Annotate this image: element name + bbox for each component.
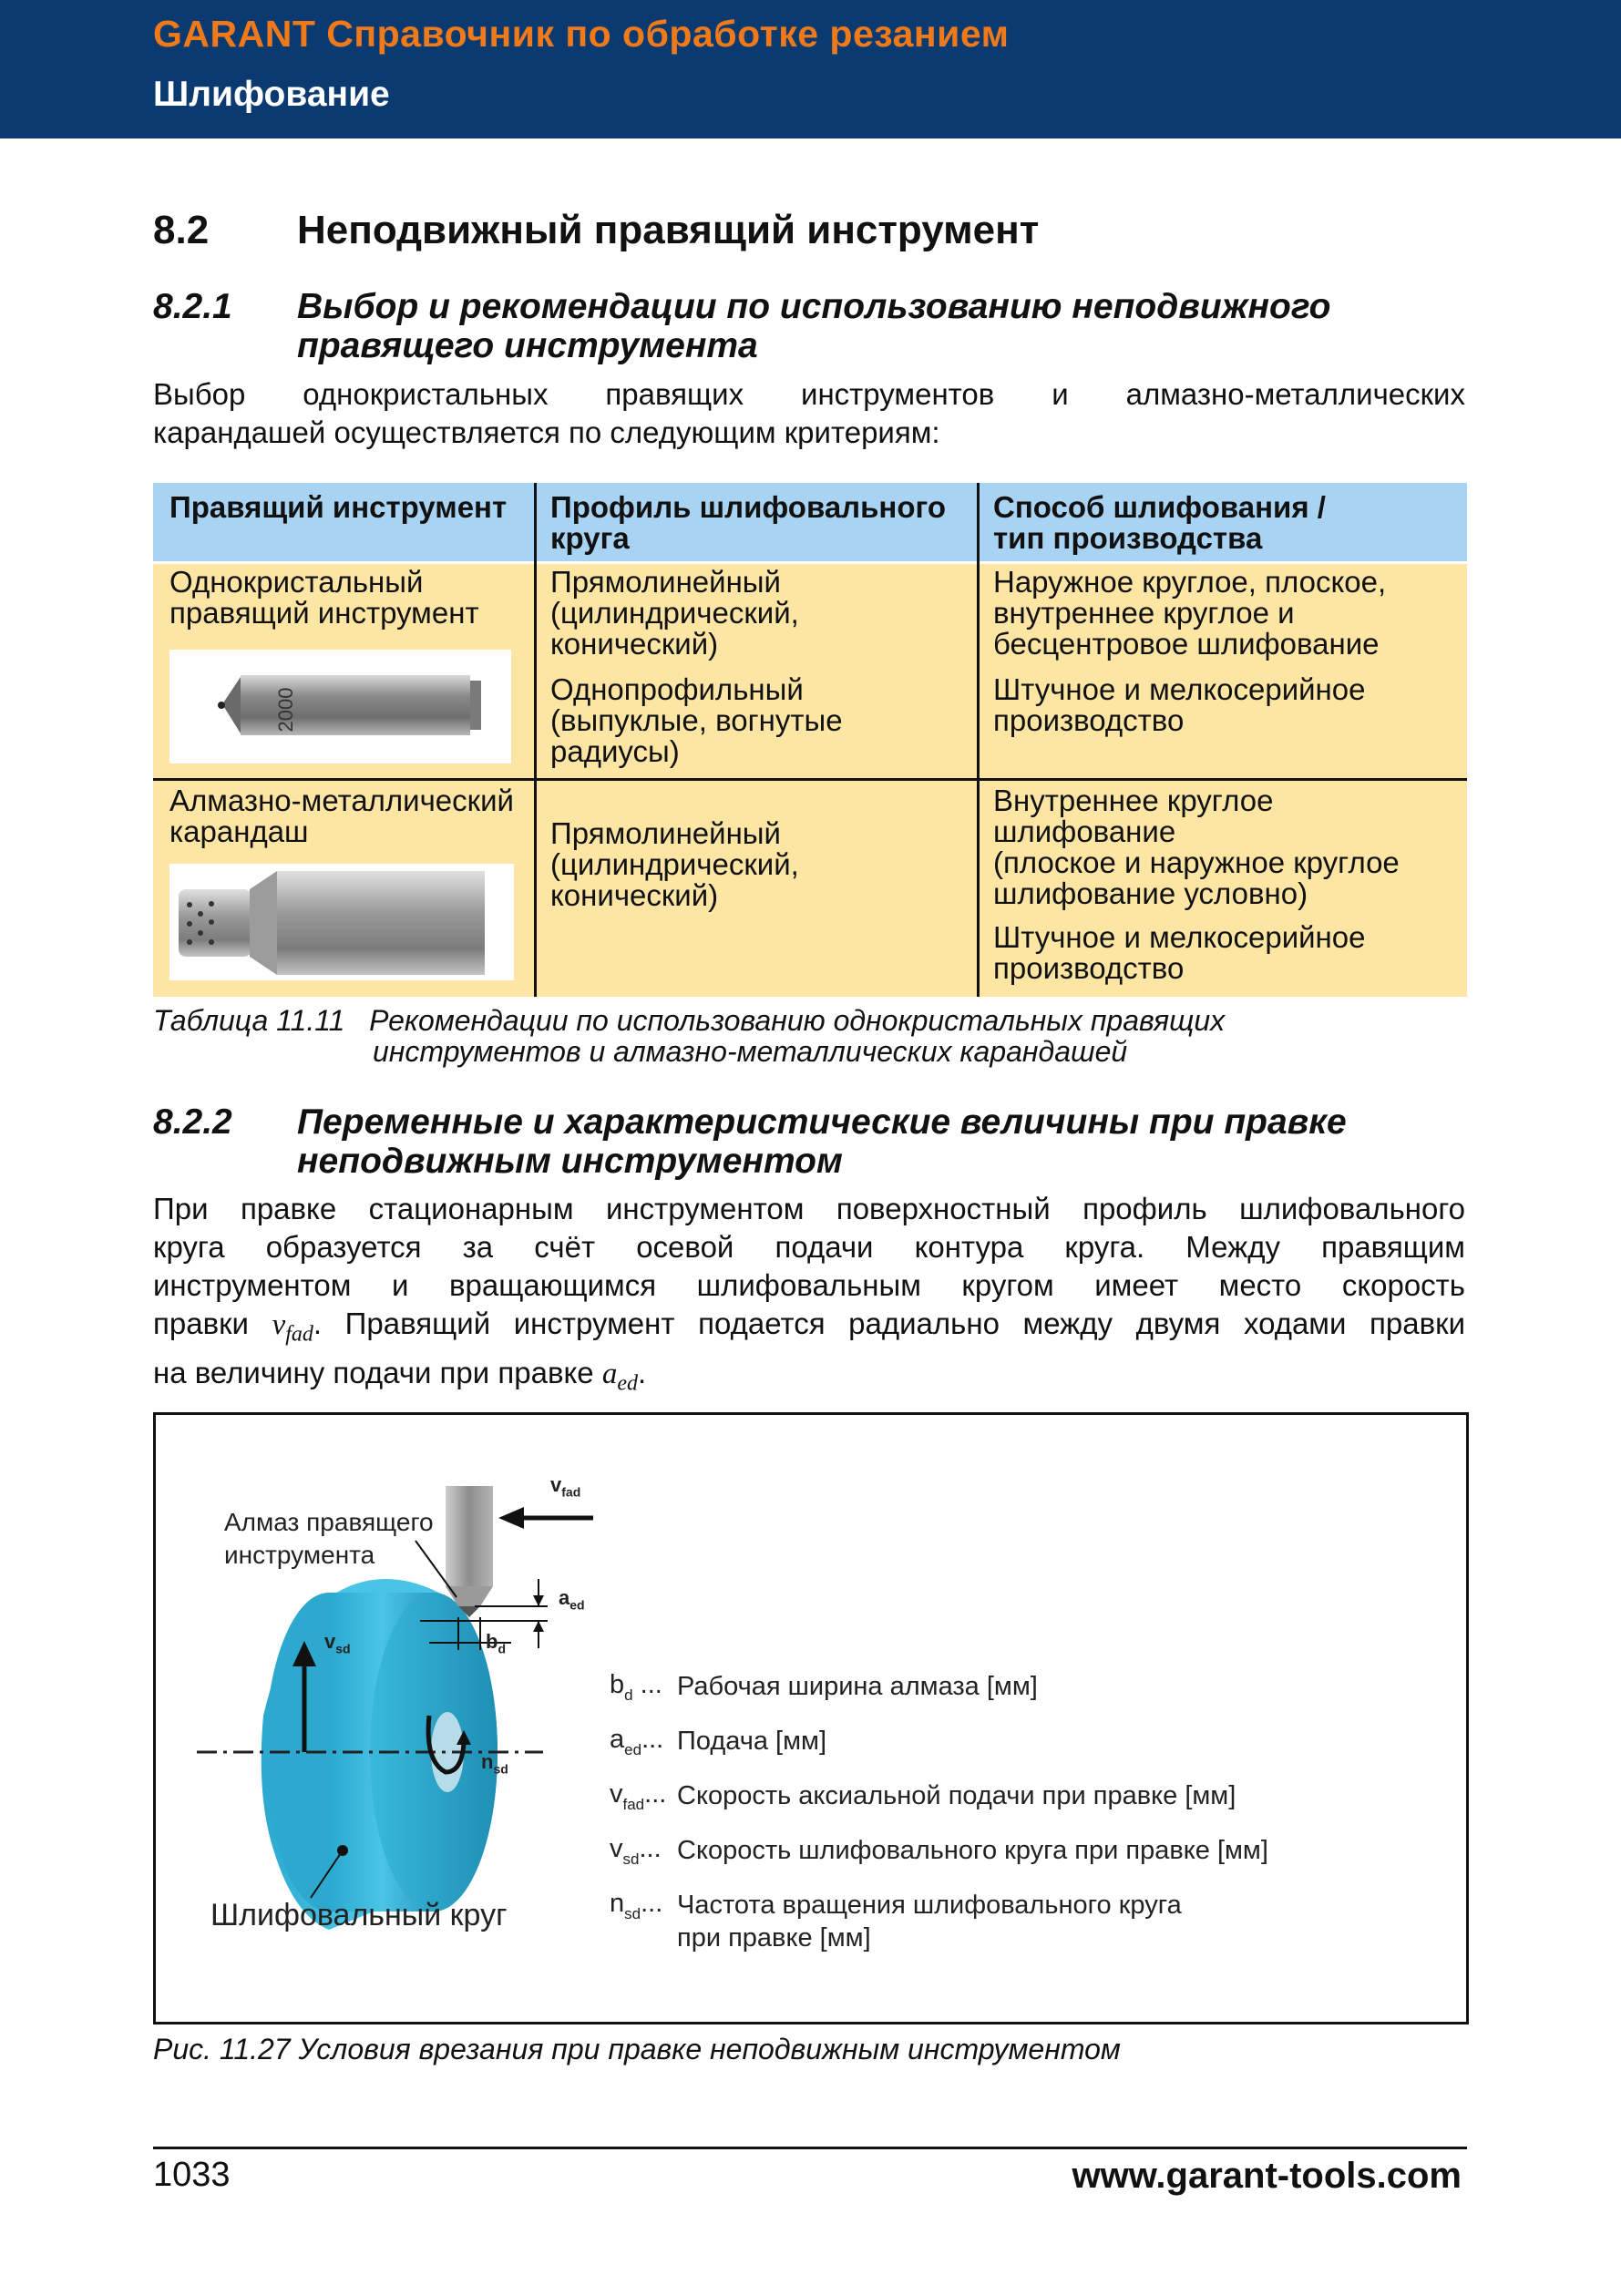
title-line: Переменные и характеристические величины при правке xyxy=(297,1102,1347,1142)
legend-symbol xyxy=(610,1779,682,1814)
legend-symbol xyxy=(610,1725,682,1759)
dressing-paragraph xyxy=(153,1190,1465,1402)
title-line: Выбор и рекомендации по использованию неподвижного xyxy=(297,287,1331,326)
page-number: 1033 xyxy=(153,2156,231,2194)
sym: n xyxy=(481,1750,494,1773)
diamond-pencil-icon xyxy=(169,864,514,980)
section-title: Неподвижный правящий инструмент xyxy=(297,208,1040,252)
vfad-arrowhead xyxy=(498,1507,524,1529)
para-line: Выбор однокристальных правящих инструментов и алмазно-металлических xyxy=(153,377,1465,411)
cell-line: Однокристальный xyxy=(169,565,424,599)
subsection-heading-1 xyxy=(153,287,1465,369)
diamond-pencil-photo xyxy=(169,864,514,980)
diamond-label xyxy=(224,1506,434,1572)
caption-label: Таблица 11.11 xyxy=(153,1004,345,1037)
sym-sub: fad xyxy=(561,1484,581,1500)
legend-text xyxy=(677,1889,1315,1954)
cell-line: правящий инструмент xyxy=(169,596,479,630)
var-subscript: fad xyxy=(285,1322,313,1347)
dots: ... xyxy=(632,1670,662,1699)
row1-method-a xyxy=(993,567,1386,660)
tool-shank xyxy=(446,1486,493,1586)
legend-text: Скорость шлифовального круга при правке [мм] xyxy=(677,1836,1268,1865)
book-title: GARANT Справочник по обработке резанием xyxy=(153,13,1010,55)
cell-line: Прямолинейный xyxy=(550,816,781,850)
cell-line: Штучное и мелкосерийное xyxy=(993,920,1366,954)
legend-symbol xyxy=(610,1670,682,1705)
var-symbol: a xyxy=(601,1357,618,1390)
row2-method-a xyxy=(993,785,1400,909)
sym: v xyxy=(324,1630,336,1653)
sym: b xyxy=(610,1670,625,1699)
row1-tool xyxy=(169,567,479,629)
divider xyxy=(534,483,537,997)
sym-sub: sd xyxy=(335,1641,351,1656)
cell-line: (цилиндрический, xyxy=(550,596,799,630)
wheel-label: Шлифовальный круг xyxy=(210,1898,508,1932)
cell-line: Штучное и мелкосерийное xyxy=(993,672,1366,706)
row1-profile-b xyxy=(550,674,843,767)
sym-sub: d xyxy=(498,1641,507,1656)
cell-line: Внутреннее круглое xyxy=(993,784,1274,817)
wheel-leader-dot xyxy=(337,1845,348,1856)
para-line xyxy=(153,1354,1465,1403)
aed-arrow2-icon xyxy=(533,1621,544,1632)
row2-method-b xyxy=(993,922,1366,984)
section-number: 8.2 xyxy=(153,208,210,252)
footer-divider xyxy=(153,2147,1467,2149)
cell-line: Однопрофильный xyxy=(550,672,804,706)
sym-sub: sd xyxy=(493,1761,508,1777)
cell-line: Алмазно-металлический xyxy=(169,784,514,817)
row2-profile xyxy=(550,818,799,911)
cell-line: (цилиндрический, xyxy=(550,847,799,881)
text-line: при правке [мм] xyxy=(677,1923,871,1953)
sym: a xyxy=(559,1586,570,1609)
row1-method-b xyxy=(993,674,1366,736)
tool-marking: 2000 xyxy=(274,687,297,733)
vsd-label xyxy=(324,1630,351,1655)
legend-text: Рабочая ширина алмаза [мм] xyxy=(677,1672,1038,1701)
website-link[interactable]: www.garant-tools.com xyxy=(1072,2156,1462,2196)
dots: ... xyxy=(639,1834,662,1863)
intro-paragraph xyxy=(153,375,1465,452)
para-line: карандашей осуществляется по следующим критериям: xyxy=(153,415,940,449)
dots: ... xyxy=(644,1779,667,1809)
legend-symbol xyxy=(610,1889,682,1923)
text-run: . xyxy=(637,1355,647,1389)
sym-sub: d xyxy=(624,1686,633,1704)
subsection-title xyxy=(297,1102,1609,1181)
subsection-number: 8.2.1 xyxy=(153,287,232,326)
dots: ... xyxy=(641,1725,664,1754)
sym-sub: ed xyxy=(569,1597,585,1613)
criteria-table xyxy=(153,483,1467,997)
text-run: . Правящий инструмент подается радиально между двумя ходами правки xyxy=(313,1307,1465,1340)
dots: ... xyxy=(641,1889,663,1918)
sym-sub: fad xyxy=(622,1796,645,1813)
cell-line: производство xyxy=(993,951,1185,985)
nsd-label xyxy=(481,1750,508,1776)
cell-line: (плоское и наружное круглое xyxy=(993,846,1400,879)
cell-line: радиусы) xyxy=(550,734,680,768)
section-heading xyxy=(153,208,1465,253)
para-line: круга образуется за счёт осевой подачи контура круга. Между правящим xyxy=(153,1230,1465,1264)
label-line: инструмента xyxy=(224,1541,375,1569)
diamond-dresser-icon xyxy=(169,650,511,764)
row1-profile-a xyxy=(550,567,799,660)
sym: b xyxy=(486,1630,498,1653)
sym: v xyxy=(610,1779,623,1809)
sym-sub: sd xyxy=(622,1850,640,1868)
text-run: на величину подачи при правке xyxy=(153,1355,602,1389)
text-line: Частота вращения шлифовального круга xyxy=(677,1891,1182,1920)
subsection-heading-2 xyxy=(153,1102,1465,1184)
legend-symbol xyxy=(610,1834,682,1869)
chapter-title: Шлифование xyxy=(153,75,390,114)
var-subscript: ed xyxy=(617,1371,638,1396)
sym-sub: sd xyxy=(624,1905,641,1922)
cell-line: производство xyxy=(993,703,1185,737)
divider xyxy=(153,561,1467,564)
header-tool: Правящий инструмент xyxy=(169,490,508,524)
cell-line: Наружное круглое, плоское, xyxy=(993,565,1387,599)
cell-line: карандаш xyxy=(169,815,309,848)
cell-line: Прямолинейный xyxy=(550,565,781,599)
caption-line: Рекомендации по использованию однокристальных правящих xyxy=(369,1004,1226,1037)
title-line: неподвижным инструментом xyxy=(297,1142,843,1181)
cell-line: (выпуклые, вогнутые xyxy=(550,703,843,737)
row2-tool xyxy=(169,785,514,847)
single-crystal-tool-photo xyxy=(169,650,511,764)
figure-caption: Рис. 11.27 Условия врезания при правке неподвижным инструментом xyxy=(153,2033,1121,2065)
para-line xyxy=(153,1305,1465,1354)
table-caption xyxy=(153,1005,1225,1036)
row-divider xyxy=(153,778,1467,781)
vfad-label xyxy=(550,1473,580,1499)
label-line: Алмаз правящего xyxy=(224,1508,434,1536)
sym-sub: ed xyxy=(624,1741,642,1758)
subsection-title xyxy=(297,287,1609,365)
table-caption-line2: инструментов и алмазно-металлических карандашей xyxy=(373,1035,1128,1068)
legend-text: Скорость аксиальной подачи при правке [мм] xyxy=(677,1781,1236,1810)
para-line: При правке стационарным инструментом поверхностный профиль шлифовального xyxy=(153,1192,1465,1225)
sym: v xyxy=(550,1473,562,1496)
cell-line: конический) xyxy=(550,627,719,661)
page-header xyxy=(0,0,1621,138)
sym: n xyxy=(610,1889,625,1918)
cell-line: шлифование xyxy=(993,815,1176,848)
cell-line: конический) xyxy=(550,878,719,912)
cell-line: шлифование условно) xyxy=(993,876,1308,910)
divider xyxy=(977,483,980,997)
title-line: правящего инструмента xyxy=(297,326,758,365)
figure-dressing-conditions xyxy=(153,1412,1469,2024)
aed-label xyxy=(559,1586,585,1612)
para-line: инструментом и вращающимся шлифовальным кругом имеет место скорость xyxy=(153,1268,1465,1302)
legend-text: Подача [мм] xyxy=(677,1727,827,1756)
text-run: правки xyxy=(153,1307,272,1340)
subsection-number: 8.2.2 xyxy=(153,1102,232,1142)
var-symbol: v xyxy=(272,1308,286,1341)
sym: v xyxy=(610,1834,623,1863)
cell-line: внутреннее круглое и xyxy=(993,596,1295,630)
cell-line: бесцентровое шлифование xyxy=(993,627,1380,661)
bd-label xyxy=(486,1630,506,1655)
aed-arrow-icon xyxy=(533,1595,544,1606)
header-method: Способ шлифования / тип производства xyxy=(993,490,1326,555)
sym: a xyxy=(610,1725,625,1754)
header-profile: Профиль шлифовального круга xyxy=(550,490,946,555)
